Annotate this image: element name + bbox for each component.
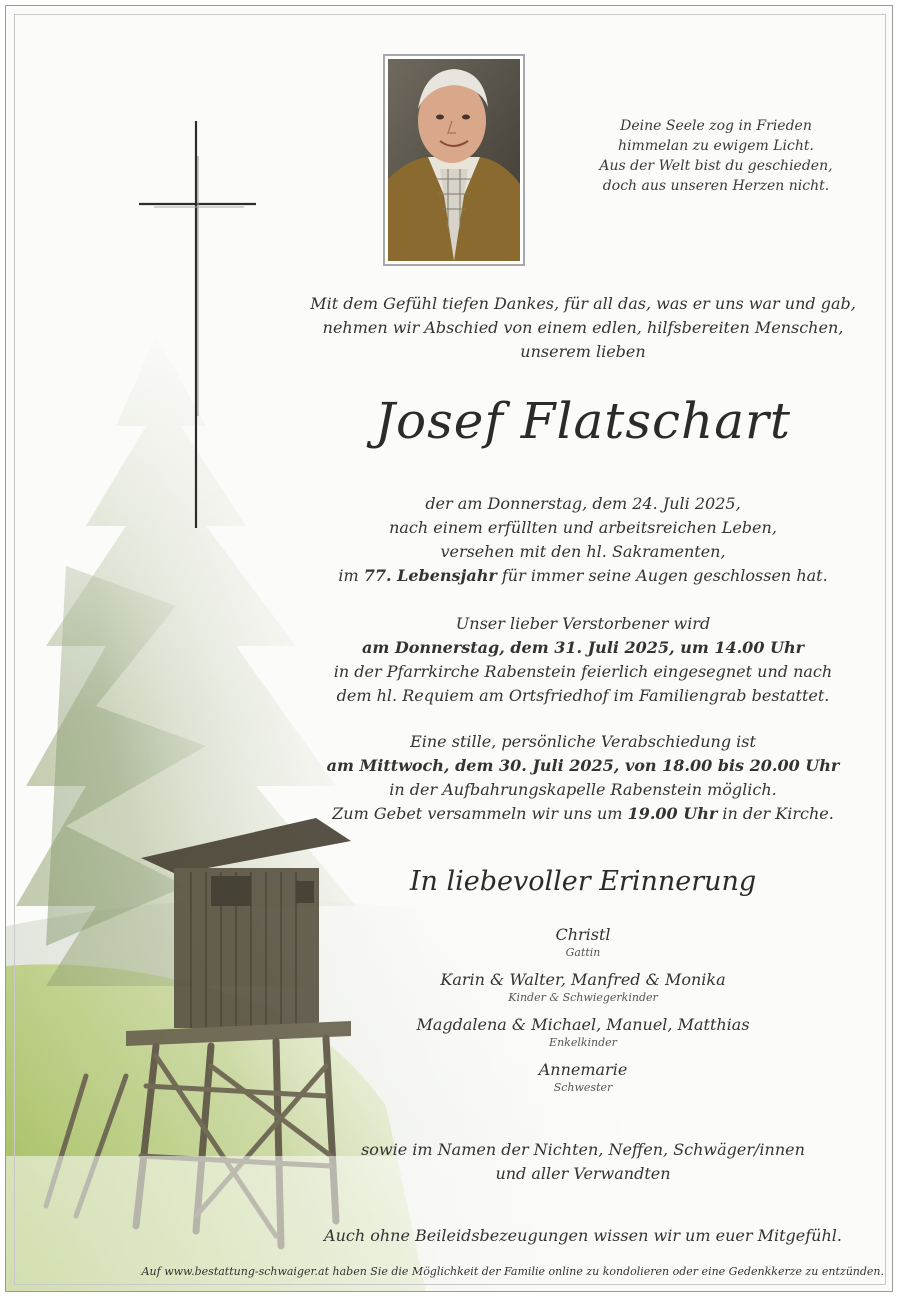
- mourner-name: Christl: [555, 925, 611, 944]
- intro-line: unserem lieben: [520, 342, 646, 361]
- mourner-entry: [306, 1059, 860, 1095]
- closing-note: Auch ohne Beileidsbezeugungen wissen wir um euer Mitgefühl.: [324, 1226, 842, 1245]
- death-line: [306, 564, 860, 588]
- farewell-line: [306, 802, 860, 826]
- poem-verse: [566, 116, 866, 196]
- age-highlight: 77. Lebensjahr: [363, 566, 497, 585]
- relatives-line: und aller Verwandten: [495, 1164, 671, 1183]
- funeral-line: Unser lieber Verstorbener wird: [455, 614, 711, 633]
- farewell-line: in der Aufbahrungskapelle Rabenstein möglich.: [389, 780, 777, 799]
- intro-text: [306, 292, 860, 364]
- mourner-name: Karin & Walter, Manfred & Monika: [440, 970, 726, 989]
- death-notice: [306, 492, 860, 588]
- footer-condolence-note: Auf www.bestattung-schwaiger.at haben Sie die Möglichkeit der Familie online zu kondolieren oder eine Gedenkkerze zu entzünden.: [141, 1265, 884, 1278]
- deceased-name: Josef Flatschart: [374, 392, 792, 450]
- poem-line: Deine Seele zog in Frieden: [620, 118, 812, 134]
- intro-line: nehmen wir Abschied von einem edlen, hilfsbereiten Menschen,: [322, 318, 844, 337]
- intro-line: Mit dem Gefühl tiefen Dankes, für all das, was er uns war und gab,: [310, 294, 856, 313]
- relatives-note: [306, 1138, 860, 1186]
- funeral-line: in der Pfarrkirche Rabenstein feierlich eingesegnet und nach: [333, 662, 833, 681]
- prayer-time: 19.00 Uhr: [627, 804, 718, 823]
- memory-heading: In liebevoller Erinnerung: [409, 866, 757, 897]
- farewell-date: am Mittwoch, dem 30. Juli 2025, von 18.00 bis 20.00 Uhr: [326, 756, 840, 775]
- mourners-list: [306, 924, 860, 1104]
- mourner-relation: Schwester: [553, 1081, 613, 1094]
- mourner-entry: [306, 969, 860, 1005]
- mourner-name: Annemarie: [538, 1060, 628, 1079]
- mourner-relation: Gattin: [565, 946, 601, 959]
- mourner-name: Magdalena & Michael, Manuel, Matthias: [416, 1015, 750, 1034]
- relatives-line: sowie im Namen der Nichten, Neffen, Schwäger/innen: [361, 1140, 805, 1159]
- death-line: versehen mit den hl. Sakramenten,: [440, 542, 726, 561]
- poem-line: himmelan zu ewigem Licht.: [618, 138, 814, 154]
- death-line: der am Donnerstag, dem 24. Juli 2025,: [425, 494, 741, 513]
- farewell-info: [306, 730, 860, 826]
- text-segment: im: [338, 566, 364, 585]
- mourner-entry: [306, 1014, 860, 1050]
- obituary-card: [5, 5, 893, 1292]
- mourner-entry: [306, 924, 860, 960]
- funeral-line: dem hl. Requiem am Ortsfriedhof im Familiengrab bestattet.: [336, 686, 830, 705]
- text-segment: in der Kirche.: [717, 804, 834, 823]
- mourner-relation: Kinder & Schwiegerkinder: [508, 991, 658, 1004]
- farewell-line: Eine stille, persönliche Verabschiedung ist: [410, 732, 756, 751]
- poem-line: Aus der Welt bist du geschieden,: [599, 158, 833, 174]
- funeral-date: am Donnerstag, dem 31. Juli 2025, um 14.00 Uhr: [361, 638, 805, 657]
- poem-line: doch aus unseren Herzen nicht.: [602, 178, 830, 194]
- death-line: nach einem erfüllten und arbeitsreichen Leben,: [389, 518, 777, 537]
- text-segment: für immer seine Augen geschlossen hat.: [496, 566, 828, 585]
- funeral-info: [306, 612, 860, 708]
- text-segment: Zum Gebet versammeln wir uns um: [332, 804, 628, 823]
- mourner-relation: Enkelkinder: [549, 1036, 617, 1049]
